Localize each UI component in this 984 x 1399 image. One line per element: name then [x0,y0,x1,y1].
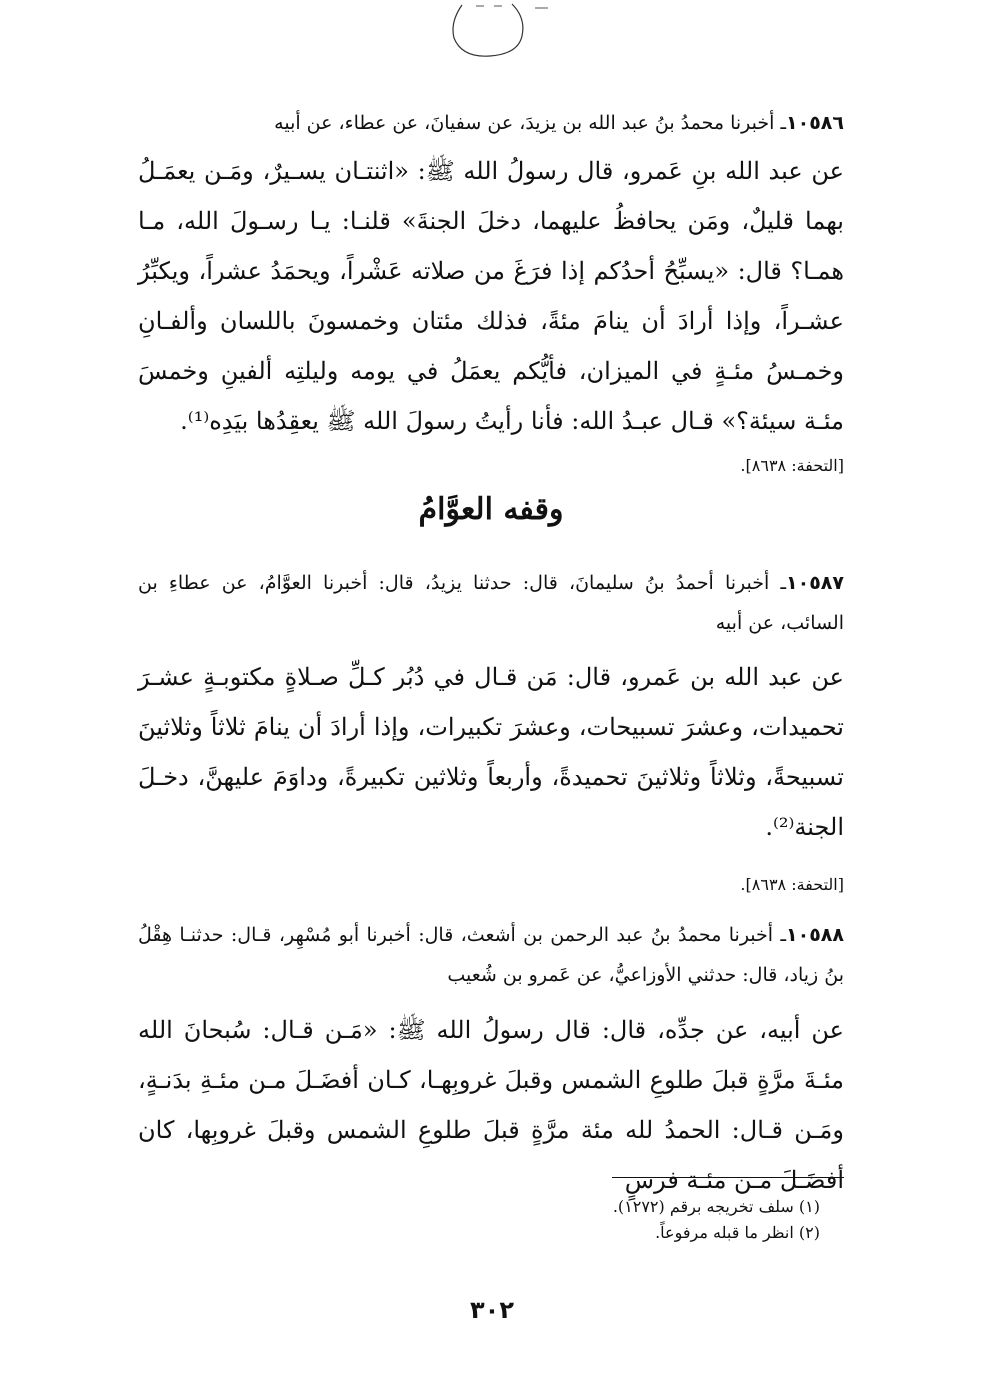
footnote-1: (١) سلف تخريجه برقم (١٢٧٢). [612,1197,820,1216]
footnote-2: (٢) انظر ما قبله مرفوعاً. [655,1223,820,1242]
hadith-10588-matn: عن أبيه، عن جدِّه، قال: قال رسولُ الله ﷺ: «مَـن قـال: سُبحانَ الله مئـةَ مرَّةٍ قبلَ طلوعِ الشمس وقبلَ غروبِهـا، كـان أفضَـلَ مـن مئـةِ بدَنـةٍ، ومَـن قـال: الحمدُ لله مئة مرَّةٍ قبلَ طلوعِ الشمس وقبلَ غروبِها، كان أفضَـلَ مـن مئـة فرسٍ [138,1016,844,1194]
isnad-text: ـ أخبرنا أحمدُ بنُ سليمانَ، قال: حدثنا يزيدُ، قال: أخبرنا العوَّامُ، عن عطاءِ بن السائب، عن أبيه [138,572,844,634]
hadith-number: ١٠٥٨٦ [786,112,844,134]
hadith-10588-isnad [138,915,844,995]
page-number: ٣٠٢ [470,1296,514,1324]
footnote-separator [612,1177,844,1178]
hadith-10586-reference: [التحفة: ٨٦٣٨]. [740,456,844,475]
hadith-10586-isnad [138,103,844,143]
hadith-10587-matn: عن عبد الله بن عَمرو، قال: مَن قـال في دُبُر كـلِّ صـلاةٍ مكتوبـةٍ عشـرَ تحميدات، وعشرَ تسبيحات، وعشرَ تكبيرات، وإذا أرادَ أن ينامَ ثلاثاً وثلاثينَ تسبيحةً، وثلاثاً وثلاثينَ تحميدةً، وأربعاً وثلاثين تكبيرةً، وداوَمَ عليهنَّ، دخـلَ الجنة⁽²⁾. [138,663,845,841]
section-heading: وقفه العوَّامُ [418,492,564,527]
footnotes [400,1194,820,1246]
hadith-10587-isnad [138,563,844,643]
isnad-text: ـ أخبرنا محمدُ بنُ عبد الرحمن بن أشعث، قال: أخبرنا أبو مُسْهِر، قـال: حدثنـا هِقْلُ بنُ زياد، قال: حدثني الأوزاعيُّ، عن عَمرو بن شُعيب [138,924,844,986]
hadith-number: ١٠٥٨٨ [786,924,844,946]
top-scan-mark [440,0,550,70]
hadith-number: ١٠٥٨٧ [786,572,844,594]
isnad-text: ـ أخبرنا محمدُ بنُ عبد الله بن يزيدَ، عن سفيانَ، عن عطاء، عن أبيه [274,112,787,134]
hadith-10586-matn: عن عبد الله بنِ عَمرو، قال رسولُ الله ﷺ: «اثنتـان يسـيرٌ، ومَـن يعمَـلُ بهما قليلٌ، ومَن يحافظُ عليهما، دخلَ الجنةَ» قلنـا: يـا رسـولَ الله، مـا همـا؟ قال: «يسبِّحُ أحدُكم إذا فرَغَ من صلاته عَشْراً، ويحمَدُ عشراً، ويكبِّرُ عشـراً، وإذا أرادَ أن ينامَ مئةً، فذلك مئتان وخمسونَ باللسان وألفـانِ وخمـسُ مئـةٍ في الميزان، فأيُّكم يعمَلُ في يومه وليلتِه ألفينِ وخمسَ مئـة سيئة؟» قـال عبـدُ الله: فأنا رأيتُ رسولَ الله ﷺ يعقِدُها بيَدِه⁽¹⁾. [138,157,845,435]
hadith-10587-reference: [التحفة: ٨٦٣٨]. [740,875,844,894]
